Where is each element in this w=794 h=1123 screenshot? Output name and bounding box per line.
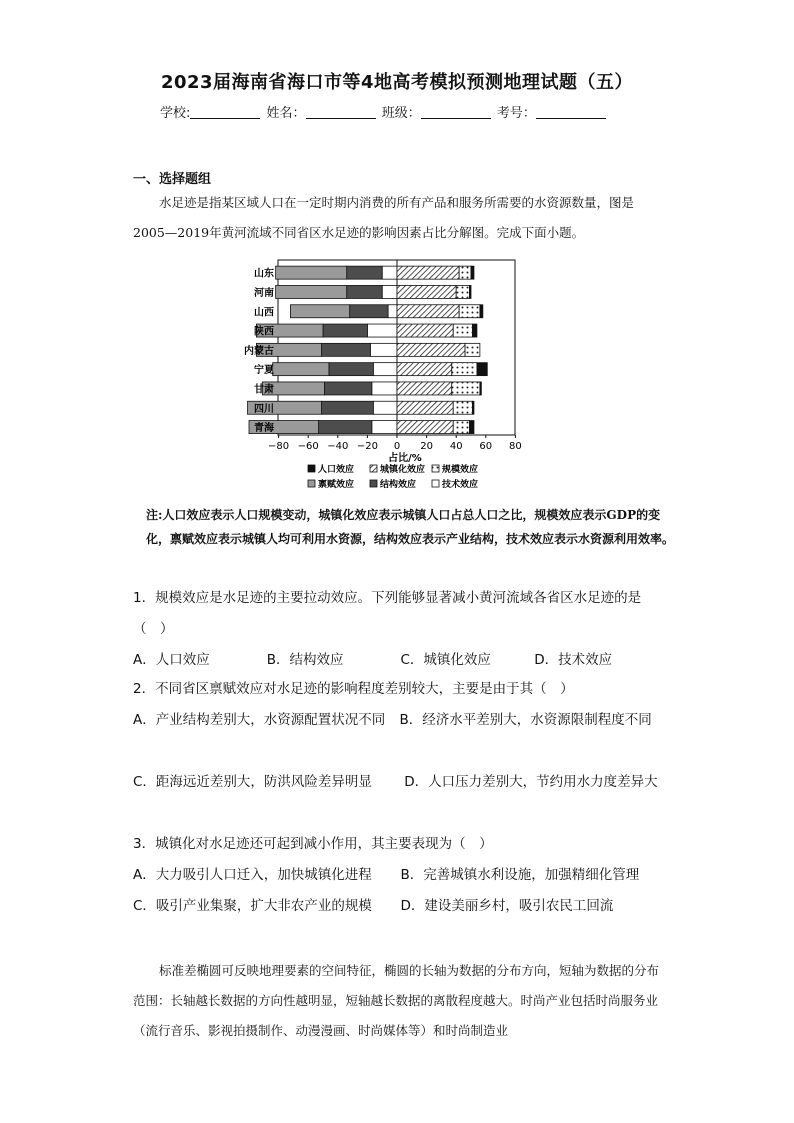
- x-axis-label: 占比/%: [388, 453, 422, 464]
- class-blank[interactable]: [421, 105, 491, 119]
- bar-structure: [347, 266, 383, 279]
- bar-structure: [322, 343, 371, 356]
- q2-option-c[interactable]: C．距海远近差别大，防洪风险差异明显: [133, 774, 372, 790]
- bar-population: [471, 266, 474, 279]
- q2-option-ab: [133, 705, 668, 736]
- bar-technology: [382, 266, 397, 279]
- q3-option-a[interactable]: A．大力吸引人口迁入，加快城镇化进程: [133, 867, 372, 883]
- legend-label-structure: 结构效应: [380, 480, 417, 490]
- q1-option-a[interactable]: A．人口效应: [133, 652, 210, 668]
- intro-text-1: 水足迹是指某区域人口在一定时期内消费的所有产品和服务所需要的水资源数量，图是2005—2019年黄河流域不同省区水足迹的影响因素占比分解图。完成下面小题。: [133, 195, 635, 240]
- legend-label-population: 人口效应: [318, 465, 355, 475]
- bar-endowment: [290, 305, 349, 318]
- category-label: 宁夏: [254, 365, 274, 377]
- legend-swatch-urbanization: [370, 465, 377, 472]
- q3-option-c[interactable]: C．吸引产业集聚，扩大非农产业的规模: [133, 898, 372, 914]
- category-label: 山东: [254, 268, 274, 280]
- bar-technology: [382, 285, 397, 298]
- bar-urbanization: [397, 421, 453, 434]
- legend-swatch-endowment: [308, 480, 315, 487]
- x-tick-label: 40: [449, 441, 463, 452]
- q1-option-b[interactable]: B．结构效应: [266, 652, 344, 668]
- x-tick-label: 0: [393, 441, 401, 452]
- water-footprint-chart: [0, 255, 794, 505]
- legend-swatch-population: [308, 465, 315, 472]
- q2-option-cd: [133, 767, 668, 798]
- chart-note: 注:人口效应表示人口规模变动，城镇化效应表示城镇人口占总人口之比，规模效应表示GDP的变化，禀赋效应表示城镇人均可利用水资源，结构效应表示产业结构，技术效应表示水资源利用效率。: [146, 508, 675, 546]
- id-label: 考号：: [496, 106, 536, 121]
- bar-structure: [329, 363, 373, 376]
- x-tick-label: −40: [327, 441, 349, 452]
- name-blank[interactable]: [306, 105, 376, 119]
- x-tick-label: 60: [479, 441, 493, 452]
- bar-urbanization: [397, 401, 453, 414]
- q3-option-d[interactable]: D．建设美丽乡村，吸引农民工回流: [400, 898, 614, 914]
- exam-title: 2023届海南省海口市等4地高考模拟预测地理试题（五）: [160, 72, 634, 93]
- bar-structure: [319, 421, 372, 434]
- q1-option-d[interactable]: D．技术效应: [534, 652, 613, 668]
- q3-option-b[interactable]: B．完善城镇水利设施，加强精细化管理: [400, 867, 640, 883]
- q3-stem: 3．城镇化对水足迹还可起到减小作用，其主要表现为（ ）: [133, 836, 493, 852]
- intro-text-2: 标准差椭圆可反映地理要素的空间特征，椭圆的长轴为数据的分布方向，短轴为数据的分布范围：长轴越长数据的方向性越明显，短轴越长数据的离散程度越大。时尚产业包括时尚服务业（流行音乐、影视拍摄制作、动漫漫画、时尚媒体等）和时尚制造业: [133, 963, 660, 1038]
- id-blank[interactable]: [536, 105, 606, 119]
- bar-population: [470, 421, 474, 434]
- q1-stem: 1．规模效应是水足迹的主要拉动效应。下列能够显著减小黄河流域各省区水足迹的是（ ）: [133, 590, 642, 637]
- bar-technology: [372, 382, 397, 395]
- bar-scale: [459, 305, 480, 318]
- x-tick-label: 20: [420, 441, 433, 452]
- category-label: 甘肃: [254, 384, 274, 396]
- school-blank[interactable]: [190, 105, 260, 119]
- category-label: 内蒙古: [244, 345, 274, 357]
- bar-population: [480, 382, 481, 395]
- bar-population: [470, 285, 471, 298]
- legend-label-urbanization: 城镇化效应: [380, 465, 426, 475]
- bar-urbanization: [397, 382, 452, 395]
- bar-technology: [373, 401, 397, 414]
- intro-paragraph-1: [133, 188, 663, 248]
- bar-scale: [453, 324, 472, 337]
- x-tick-label: −20: [356, 441, 378, 452]
- bar-technology: [367, 324, 397, 337]
- bar-endowment: [276, 266, 347, 279]
- bar-structure: [350, 305, 388, 318]
- bar-population: [480, 305, 483, 318]
- bar-population: [472, 401, 473, 414]
- bar-population: [472, 324, 476, 337]
- q2-stem: 2．不同省区禀赋效应对水足迹的影响程度差别较大，主要是由于其（ ）: [133, 681, 574, 697]
- q1-option-c[interactable]: C．城镇化效应: [400, 652, 491, 668]
- category-label: 四川: [254, 403, 274, 415]
- bar-population: [477, 363, 487, 376]
- x-tick-label: −60: [297, 441, 319, 452]
- bar-structure: [347, 285, 383, 298]
- bar-urbanization: [397, 324, 453, 337]
- legend-label-technology: 技术效应: [442, 480, 479, 490]
- legend-label-scale: 规模效应: [442, 465, 479, 475]
- bar-scale: [453, 401, 472, 414]
- school-label: 学校:: [160, 106, 191, 121]
- intro-paragraph-2: [133, 956, 663, 1046]
- q2-option-a[interactable]: A．产业结构差别大，水资源配置状况不同: [133, 712, 386, 728]
- bar-structure: [322, 401, 374, 414]
- legend-swatch-scale: [432, 465, 439, 472]
- legend-swatch-structure: [370, 480, 377, 487]
- bar-endowment: [273, 363, 329, 376]
- bar-scale: [459, 266, 471, 279]
- bar-structure: [323, 324, 367, 337]
- student-info-line: [160, 102, 608, 121]
- name-label: 姓名：: [266, 106, 306, 121]
- q2-option-b[interactable]: B．经济水平差别大，水资源限制程度不同: [399, 712, 652, 728]
- category-label: 陕西: [254, 326, 274, 338]
- question-3: [133, 829, 668, 922]
- class-label: 班级：: [381, 106, 421, 121]
- bar-scale: [453, 421, 469, 434]
- bar-urbanization: [397, 343, 465, 356]
- bar-technology: [373, 363, 397, 376]
- question-1: [133, 583, 668, 676]
- bar-technology: [370, 343, 397, 356]
- bar-technology: [388, 305, 397, 318]
- question-2: [133, 674, 668, 798]
- bar-scale: [452, 382, 480, 395]
- legend-swatch-technology: [432, 480, 439, 487]
- bar-endowment: [276, 285, 347, 298]
- bar-scale: [465, 343, 480, 356]
- category-label: 青海: [254, 423, 274, 435]
- category-label: 山西: [254, 307, 274, 319]
- x-tick-label: −80: [268, 441, 290, 452]
- q2-option-d[interactable]: D．人口压力差别大，节约用水力度差异大: [404, 774, 658, 790]
- bar-urbanization: [397, 266, 459, 279]
- x-tick-label: 80: [509, 441, 522, 452]
- bar-scale: [456, 285, 469, 298]
- category-label: 河南: [254, 287, 274, 299]
- bar-technology: [372, 421, 397, 434]
- bar-urbanization: [397, 305, 459, 318]
- bar-scale: [452, 363, 477, 376]
- bar-urbanization: [397, 285, 456, 298]
- bar-urbanization: [397, 363, 452, 376]
- section-title: 一、选择题组: [133, 172, 212, 187]
- bar-structure: [324, 382, 371, 395]
- legend-label-endowment: 禀赋效应: [318, 480, 355, 490]
